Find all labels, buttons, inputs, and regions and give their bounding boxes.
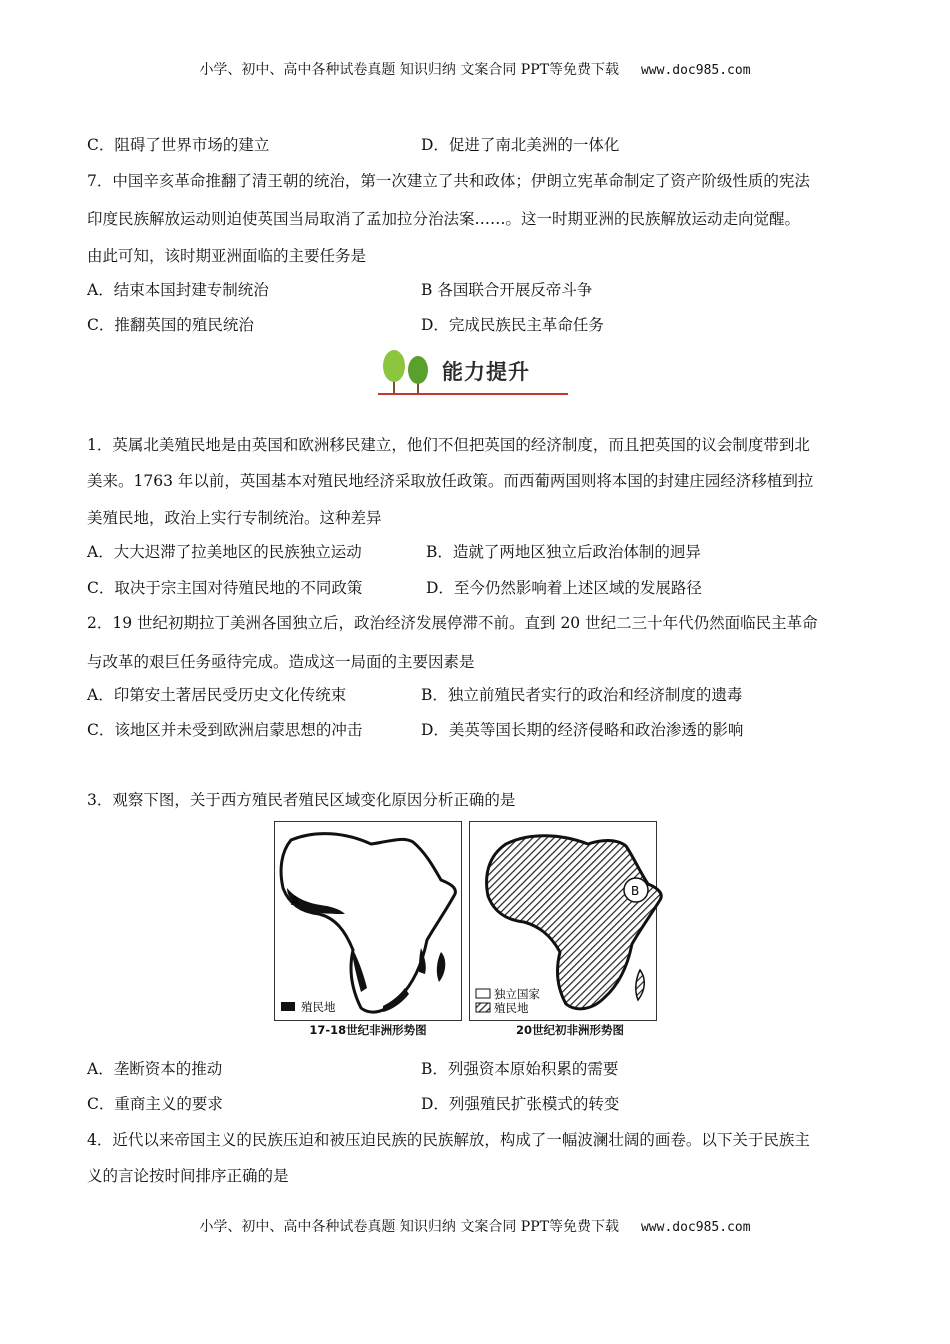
q1-line-3: 美殖民地，政治上实行专制统治。这种差异 — [87, 509, 382, 527]
q2-line-1: 2．19 世纪初期拉丁美洲各国独立后，政治经济发展停滞不前。直到 20 世纪二三十年代仍然面临民主革命 — [87, 614, 818, 632]
map1-label-a: A — [291, 894, 300, 908]
q2-option-b: B．独立前殖民者实行的政治和经济制度的遗毒 — [421, 686, 743, 704]
q1-line-1: 1．英属北美殖民地是由英国和欧洲移民建立，他们不但把英国的经济制度，而且把英国的议会制度带到北 — [87, 436, 810, 454]
q4-line-2: 义的言论按时间排序正确的是 — [87, 1167, 289, 1185]
q7-option-c: C．推翻英国的殖民统治 — [87, 316, 254, 334]
page-header — [0, 59, 950, 79]
q3-option-c: C．重商主义的要求 — [87, 1095, 223, 1113]
q1-option-d: D．至今仍然影响着上述区域的发展路径 — [426, 579, 702, 597]
q2-option-a: A．印第安土著居民受历史文化传统束 — [87, 686, 347, 704]
header-text: 小学、初中、高中各种试卷真题 知识归纳 文案合同 PPT等免费下载 — [199, 62, 619, 78]
q3-stem: 3．观察下图，关于西方殖民者殖民区域变化原因分析正确的是 — [87, 791, 516, 809]
q1-option-a: A．大大迟滞了拉美地区的民族独立运动 — [87, 543, 362, 561]
q3-option-d: D．列强殖民扩张模式的转变 — [421, 1095, 620, 1113]
footer-text: 小学、初中、高中各种试卷真题 知识归纳 文案合同 PPT等免费下载 — [199, 1219, 619, 1235]
section-title: 能力提升 — [442, 360, 530, 384]
q7-option-a: A．结束本国封建专制统治 — [87, 281, 269, 299]
map2-caption: 20世纪初非洲形势图 — [515, 1023, 624, 1037]
q2-line-2: 与改革的艰巨任务亟待完成。造成这一局面的主要因素是 — [87, 653, 475, 671]
q1-line-2: 美来。1763 年以前，英国基本对殖民地经济采取放任政策。而西葡两国则将本国的封建庄园经济移植到拉 — [87, 472, 814, 490]
prev-option-c: C．阻碍了世界市场的建立 — [87, 136, 270, 154]
prev-option-d: D．促进了南北美洲的一体化 — [421, 136, 620, 154]
map1-caption: 17-18世纪非洲形势图 — [309, 1023, 427, 1037]
q2-option-d: D．美英等国长期的经济侵略和政治渗透的影响 — [421, 721, 744, 739]
q7-option-d: D．完成民族民主革命任务 — [421, 316, 604, 334]
africa-map-2 — [470, 822, 669, 1019]
map-17-18th-century — [274, 821, 462, 1021]
map2-legend-colony: 殖民地 — [494, 1001, 529, 1015]
footer-url: www.doc985.com — [640, 1220, 751, 1235]
q7-option-b: B 各国联合开展反帝斗争 — [421, 281, 593, 299]
map-20th-century — [469, 821, 657, 1021]
q7-line-1: 7．中国辛亥革命推翻了清王朝的统治，第一次建立了共和政体；伊朗立宪革命制定了资产阶级性质的宪法 — [87, 172, 810, 190]
q7-line-3: 由此可知，该时期亚洲面临的主要任务是 — [87, 247, 367, 265]
q2-option-c: C．该地区并未受到欧洲启蒙思想的冲击 — [87, 721, 363, 739]
q4-line-1: 4．近代以来帝国主义的民族压迫和被压迫民族的民族解放，构成了一幅波澜壮阔的画卷。以下关于民族主 — [87, 1131, 810, 1149]
africa-map-1 — [275, 822, 460, 1019]
q7-line-2: 印度民族解放运动则迫使英国当局取消了孟加拉分治法案……。这一时期亚洲的民族解放运动走向觉醒。 — [87, 210, 801, 228]
q3-option-a: A．垄断资本的推动 — [87, 1060, 223, 1078]
header-url: www.doc985.com — [640, 63, 751, 78]
q1-option-c: C．取决于宗主国对待殖民地的不同政策 — [87, 579, 363, 597]
q3-option-b: B．列强资本原始积累的需要 — [421, 1060, 619, 1078]
section-badge — [372, 346, 572, 398]
q1-option-b: B．造就了两地区独立后政治体制的迥异 — [426, 543, 701, 561]
page-footer — [0, 1216, 950, 1236]
map2-label-b: B — [631, 884, 640, 898]
map2-legend-independent: 独立国家 — [494, 987, 540, 1001]
map1-legend-colony: 殖民地 — [301, 1000, 336, 1014]
